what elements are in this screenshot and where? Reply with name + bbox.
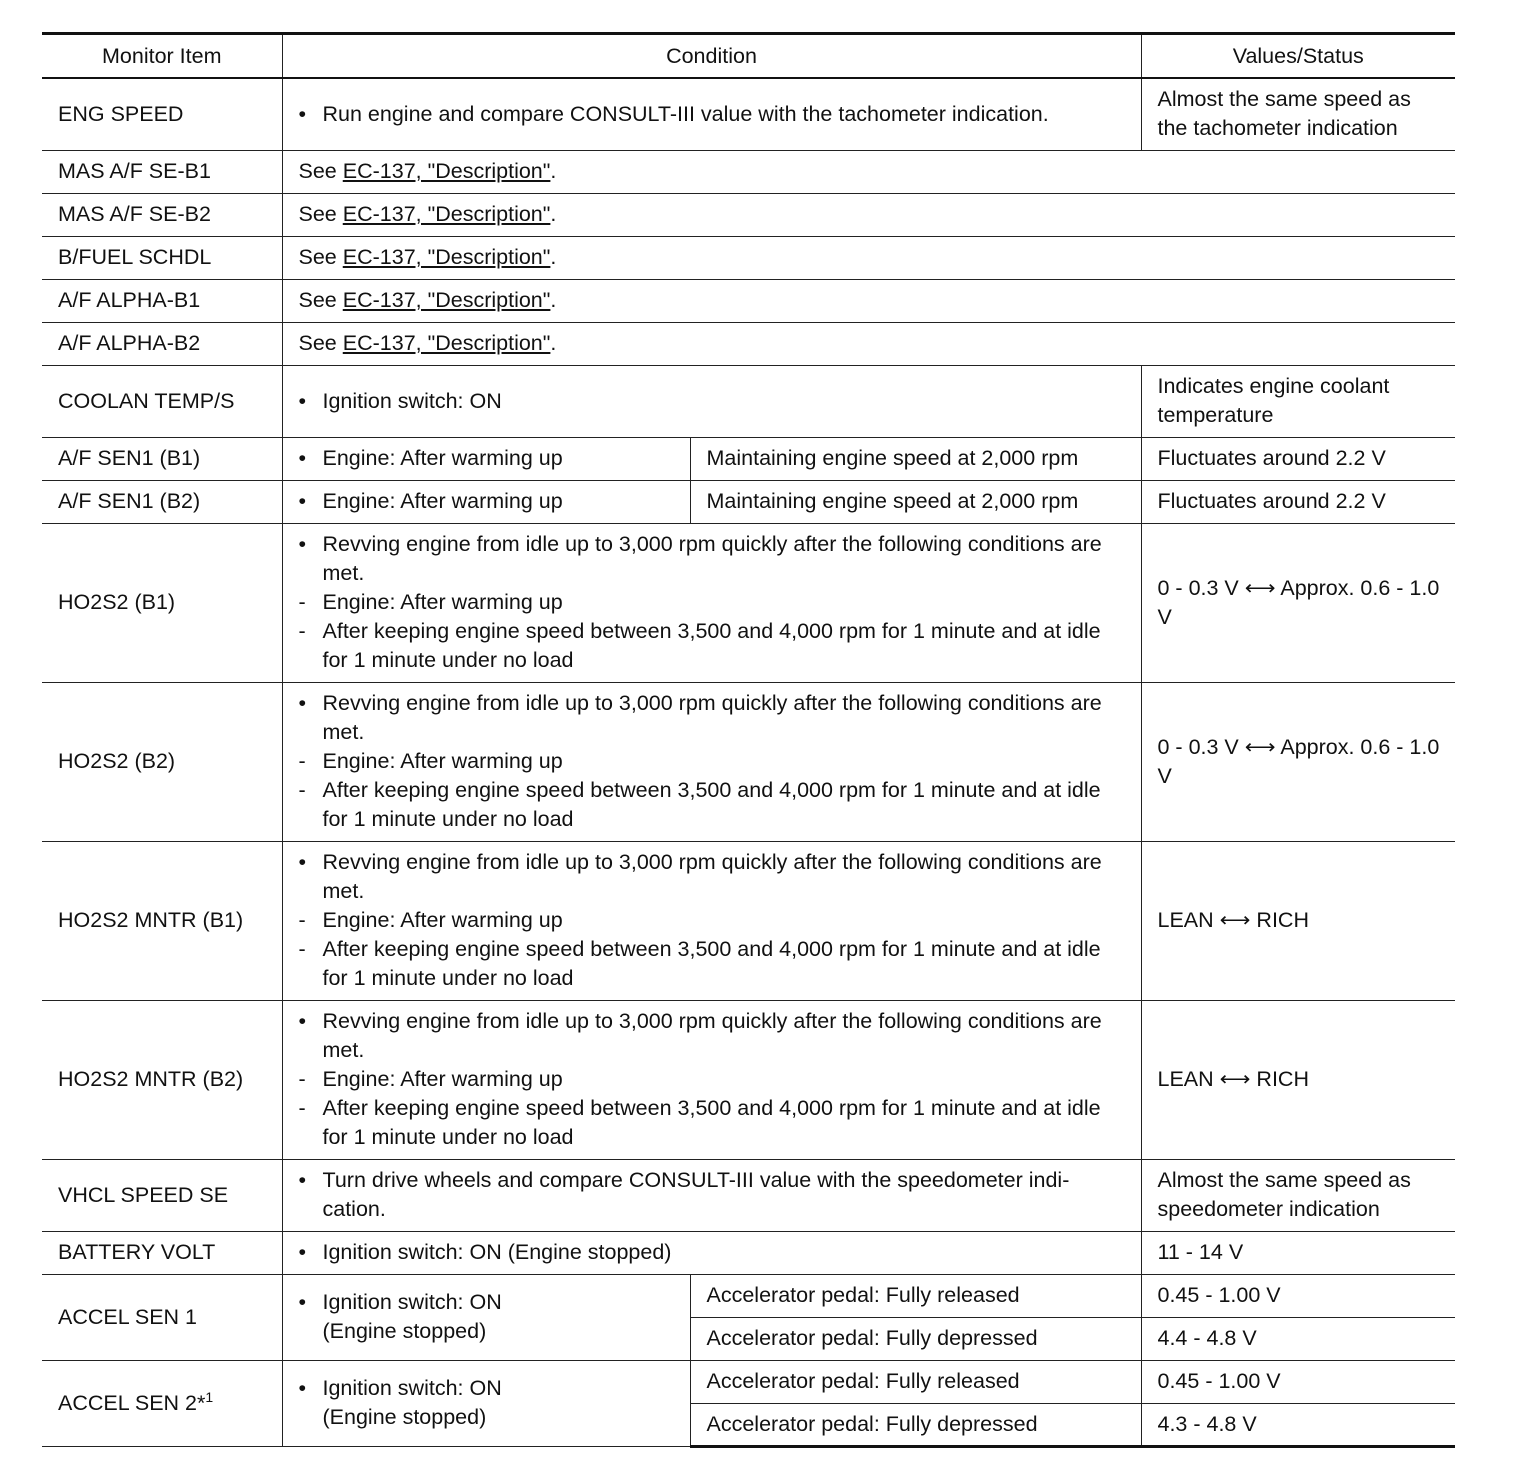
monitor-item-cell: MAS A/F SE-B2 — [42, 193, 282, 236]
bullet-marker: • — [298, 850, 307, 874]
monitor-item-cell: HO2S2 (B1) — [42, 523, 282, 682]
condition-text: Engine: After warming up — [322, 446, 563, 470]
sub-condition-cell: Accelerator pedal: Fully depressed — [690, 1403, 1141, 1446]
see-suffix: . — [550, 331, 557, 355]
sub-condition-cell: Accelerator pedal: Fully depressed — [690, 1317, 1141, 1360]
see-reference-link[interactable]: EC-137, "Description" — [342, 288, 551, 312]
condition-text: Turn drive wheels and compare CONSULT-III value with the speedometer indi-cation. — [322, 1168, 1070, 1221]
bullet-marker: • — [298, 691, 307, 715]
table-row — [42, 193, 1455, 236]
value-cell: 4.4 - 4.8 V — [1141, 1317, 1455, 1360]
monitor-item-cell: HO2S2 (B2) — [42, 682, 282, 841]
sub-condition-cell: Accelerator pedal: Fully released — [690, 1274, 1141, 1317]
table-row — [42, 841, 1455, 1000]
sub-condition-cell: Maintaining engine speed at 2,000 rpm — [690, 437, 1141, 480]
value-cell: Almost the same speed as speedometer indication — [1141, 1159, 1455, 1231]
value-cell: 4.3 - 4.8 V — [1141, 1403, 1455, 1446]
monitor-item-cell: A/F SEN1 (B2) — [42, 480, 282, 523]
dash-marker: - — [298, 749, 306, 773]
value-cell: 0.45 - 1.00 V — [1141, 1360, 1455, 1403]
value-cell: Fluctuates around 2.2 V — [1141, 437, 1455, 480]
condition-cell — [282, 193, 1455, 236]
condition-cell — [282, 480, 690, 523]
condition-cell — [282, 150, 1455, 193]
table-row — [42, 236, 1455, 279]
table-row — [42, 279, 1455, 322]
monitor-item-label: ACCEL SEN 2* — [58, 1390, 206, 1415]
value-cell: LEAN ⟷ RICH — [1141, 841, 1455, 1000]
dash-marker: - — [298, 619, 306, 643]
dash-marker: - — [298, 1067, 306, 1091]
monitor-item-cell: VHCL SPEED SE — [42, 1159, 282, 1231]
table-row — [42, 322, 1455, 365]
condition-text: Revving engine from idle up to 3,000 rpm quickly after the following conditions are met. — [322, 532, 1102, 585]
bullet-marker: • — [298, 1240, 307, 1264]
condition-text: Run engine and compare CONSULT-III value with the tachometer indication. — [322, 101, 1049, 126]
see-prefix: See — [298, 159, 337, 183]
condition-cell — [282, 437, 690, 480]
see-reference-link[interactable]: EC-137, "Description" — [342, 331, 551, 355]
monitor-item-cell: A/F SEN1 (B1) — [42, 437, 282, 480]
condition-cell — [282, 1274, 690, 1360]
monitor-item-cell: ACCEL SEN 1 — [42, 1274, 282, 1360]
monitor-item-cell: HO2S2 MNTR (B1) — [42, 841, 282, 1000]
bullet-marker: • — [298, 532, 307, 556]
sub-condition-cell: Accelerator pedal: Fully released — [690, 1360, 1141, 1403]
bullet-marker: • — [298, 1168, 307, 1192]
table-row — [42, 1231, 1455, 1274]
condition-cell — [282, 523, 1141, 682]
table-header-row — [42, 34, 1455, 79]
see-suffix: . — [550, 245, 557, 269]
table-row — [42, 1159, 1455, 1231]
see-reference-link[interactable]: EC-137, "Description" — [342, 202, 551, 226]
see-suffix: . — [550, 159, 557, 183]
condition-text: Ignition switch: ON (Engine stopped) — [322, 1376, 502, 1429]
value-cell: Almost the same speed as the tachometer indication — [1141, 78, 1455, 150]
condition-cell — [282, 78, 1141, 150]
condition-text: Engine: After warming up — [322, 489, 563, 513]
dash-marker: - — [298, 590, 306, 614]
condition-text: Engine: After warming up — [322, 1067, 563, 1091]
table-row — [42, 523, 1455, 682]
condition-cell — [282, 1231, 1141, 1274]
monitor-item-cell: ENG SPEED — [42, 78, 282, 150]
condition-text: Engine: After warming up — [322, 749, 563, 773]
condition-cell — [282, 279, 1455, 322]
condition-cell — [282, 841, 1141, 1000]
bullet-marker: • — [298, 1376, 307, 1400]
condition-cell — [282, 236, 1455, 279]
value-cell: Indicates engine coolant temperature — [1141, 365, 1455, 437]
table-row — [42, 682, 1455, 841]
monitor-item-cell: COOLAN TEMP/S — [42, 365, 282, 437]
bullet-marker: • — [298, 1009, 307, 1033]
dash-marker: - — [298, 778, 306, 802]
bullet-marker: • — [298, 101, 307, 126]
condition-text: After keeping engine speed between 3,500 and 4,000 rpm for 1 minute and at idle for 1 minute under no load — [322, 1096, 1101, 1149]
bullet-marker: • — [298, 388, 307, 413]
condition-cell — [282, 1159, 1141, 1231]
see-reference-link[interactable]: EC-137, "Description" — [342, 159, 551, 183]
condition-text: After keeping engine speed between 3,500 and 4,000 rpm for 1 minute and at idle for 1 minute under no load — [322, 619, 1101, 672]
table-row — [42, 1000, 1455, 1159]
condition-text: Revving engine from idle up to 3,000 rpm quickly after the following conditions are met. — [322, 850, 1102, 903]
table-row — [42, 365, 1455, 437]
condition-cell — [282, 682, 1141, 841]
see-prefix: See — [298, 202, 337, 226]
see-prefix: See — [298, 245, 337, 269]
value-cell: 0 - 0.3 V ⟷ Approx. 0.6 - 1.0 V — [1141, 523, 1455, 682]
dash-marker: - — [298, 937, 306, 961]
table-row — [42, 150, 1455, 193]
condition-text: Engine: After warming up — [322, 590, 563, 614]
monitor-item-cell: B/FUEL SCHDL — [42, 236, 282, 279]
condition-text: Revving engine from idle up to 3,000 rpm quickly after the following conditions are met. — [322, 691, 1102, 744]
condition-text: After keeping engine speed between 3,500 and 4,000 rpm for 1 minute and at idle for 1 minute under no load — [322, 937, 1101, 990]
sub-condition-cell: Maintaining engine speed at 2,000 rpm — [690, 480, 1141, 523]
see-reference-link[interactable]: EC-137, "Description" — [342, 245, 551, 269]
condition-text: Ignition switch: ON (Engine stopped) — [322, 1290, 502, 1343]
value-cell: Fluctuates around 2.2 V — [1141, 480, 1455, 523]
value-cell: 0 - 0.3 V ⟷ Approx. 0.6 - 1.0 V — [1141, 682, 1455, 841]
condition-text: Ignition switch: ON (Engine stopped) — [322, 1240, 672, 1264]
see-suffix: . — [550, 202, 557, 226]
condition-text: After keeping engine speed between 3,500 and 4,000 rpm for 1 minute and at idle for 1 minute under no load — [322, 778, 1101, 831]
dash-marker: - — [298, 908, 306, 932]
condition-text: Revving engine from idle up to 3,000 rpm quickly after the following conditions are met. — [322, 1009, 1102, 1062]
header-monitor-item: Monitor Item — [42, 34, 282, 79]
condition-cell — [282, 365, 1141, 437]
monitor-item-cell: A/F ALPHA-B2 — [42, 322, 282, 365]
table-row — [42, 1360, 1455, 1403]
monitor-item-cell: MAS A/F SE-B1 — [42, 150, 282, 193]
table-row — [42, 437, 1455, 480]
dash-marker: - — [298, 1096, 306, 1120]
monitor-item-table — [42, 32, 1455, 1448]
monitor-item-cell: BATTERY VOLT — [42, 1231, 282, 1274]
table-row — [42, 1274, 1455, 1317]
monitor-item-cell: HO2S2 MNTR (B2) — [42, 1000, 282, 1159]
header-values-status: Values/Status — [1141, 34, 1455, 79]
value-cell: 0.45 - 1.00 V — [1141, 1274, 1455, 1317]
condition-cell — [282, 322, 1455, 365]
monitor-item-cell: A/F ALPHA-B1 — [42, 279, 282, 322]
condition-cell — [282, 1360, 690, 1446]
see-prefix: See — [298, 288, 337, 312]
condition-cell — [282, 1000, 1141, 1159]
see-suffix: . — [550, 288, 557, 312]
condition-text: Ignition switch: ON — [322, 388, 502, 413]
footnote-marker: 1 — [205, 1388, 214, 1405]
condition-text: Engine: After warming up — [322, 908, 563, 932]
value-cell: LEAN ⟷ RICH — [1141, 1000, 1455, 1159]
see-prefix: See — [298, 331, 337, 355]
table-row — [42, 78, 1455, 150]
bullet-marker: • — [298, 446, 307, 470]
table-row — [42, 480, 1455, 523]
monitor-item-cell — [42, 1360, 282, 1446]
bullet-marker: • — [298, 489, 307, 513]
header-condition: Condition — [282, 34, 1141, 79]
value-cell: 11 - 14 V — [1141, 1231, 1455, 1274]
bullet-marker: • — [298, 1290, 307, 1314]
